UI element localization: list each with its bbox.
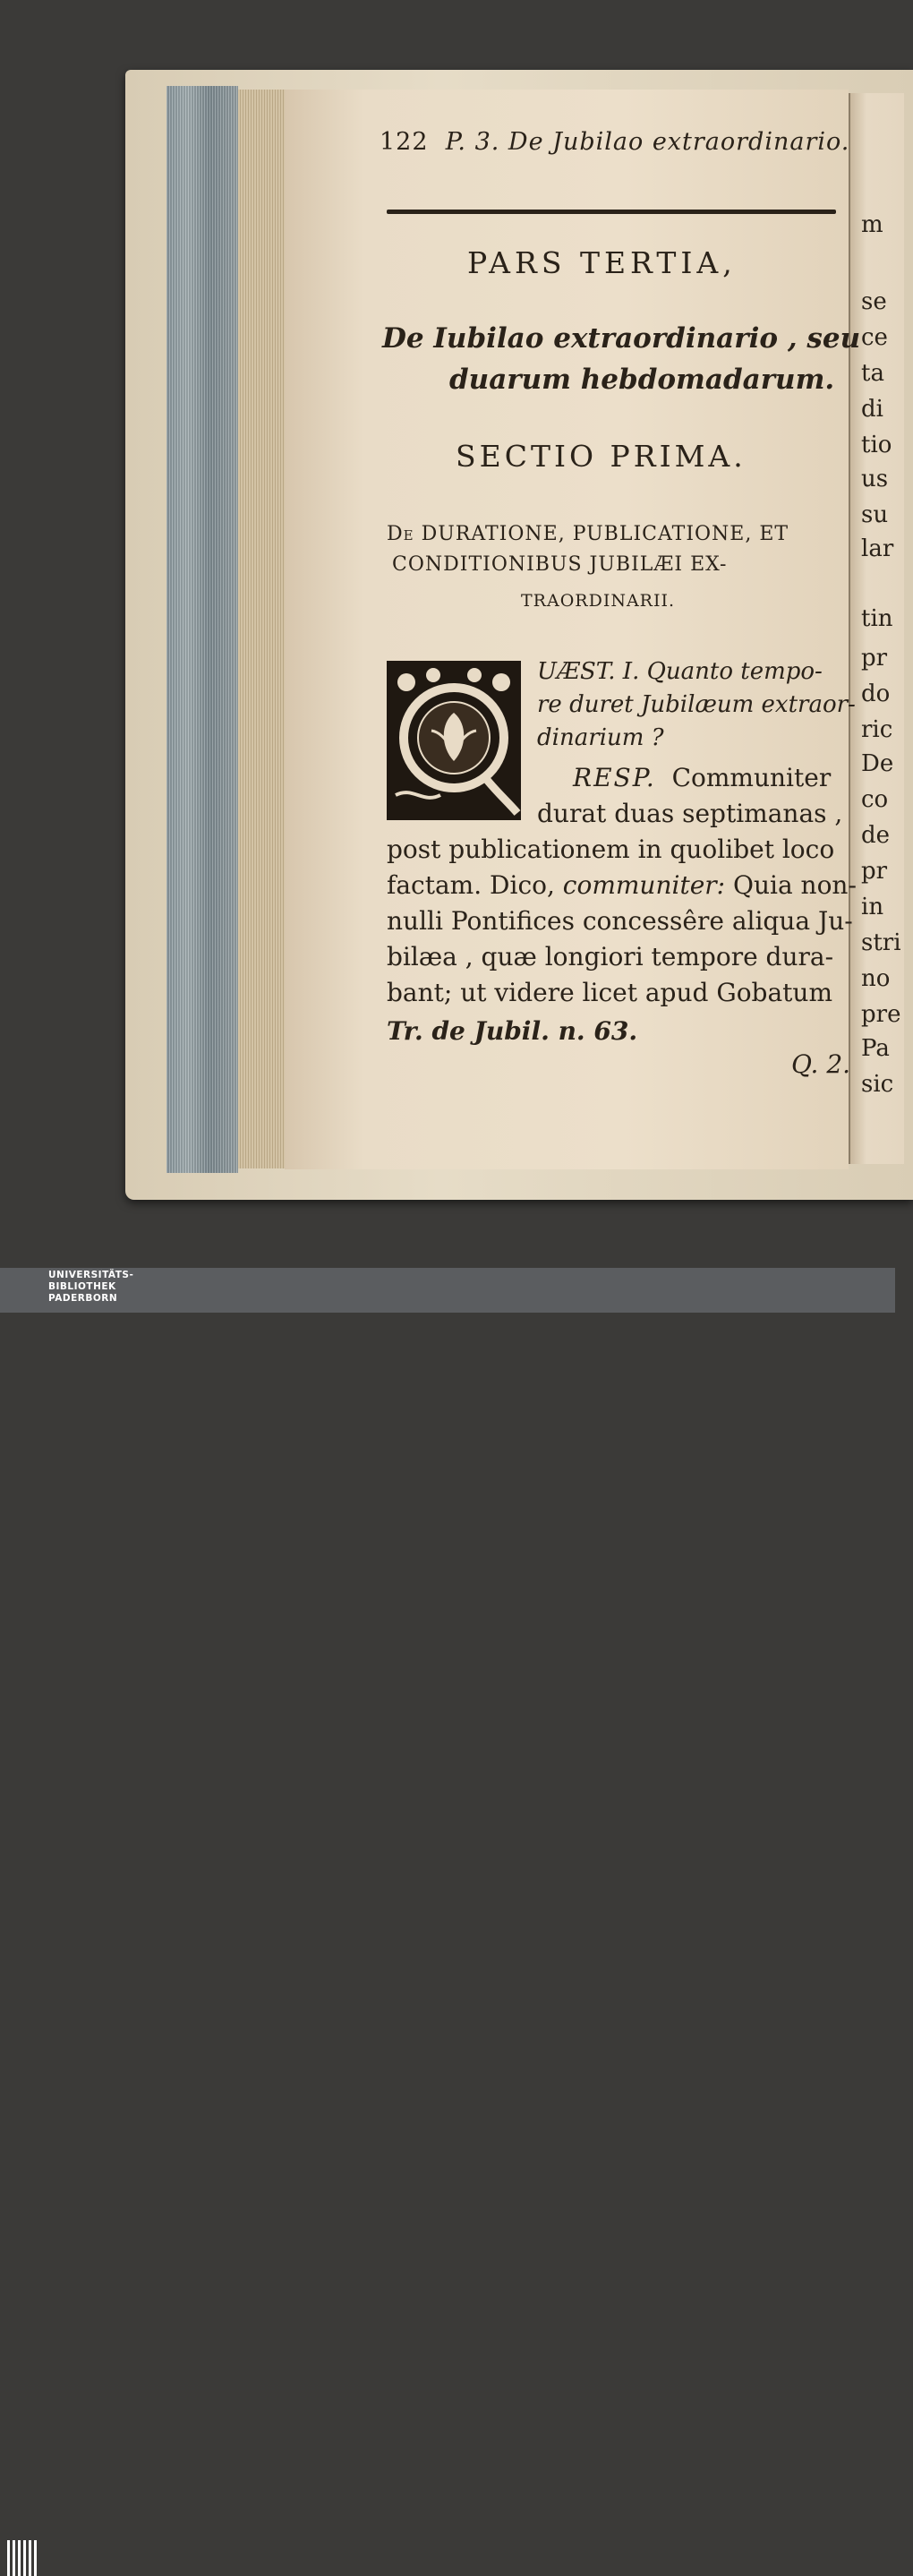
question-line2: re duret Jubilæum extraor- [537, 691, 856, 718]
catchword: Q. 2. [791, 1049, 851, 1079]
right-page-fragment: in [861, 894, 884, 920]
footer-bar [0, 1268, 895, 1313]
library-logo-icon [7, 2540, 41, 2576]
right-page-fragment: tio [861, 432, 892, 458]
right-page-fragment: us [861, 466, 889, 492]
body-line2: post publicationem in quolibet loco [387, 834, 835, 864]
page-edges-inner [238, 90, 288, 1168]
right-page-fragment: m [861, 211, 883, 238]
logo-line1: UNIVERSITÄTS- [48, 1270, 134, 1280]
section-subtitle-line3: TRAORDINARII. [521, 591, 676, 611]
part-subtitle-line2: duarum hebdomadarum. [449, 364, 835, 396]
right-page-fragment: sic [861, 1071, 894, 1098]
right-page-fragment: ce [861, 324, 888, 351]
body-line3-a: factam. Dico, [387, 870, 563, 900]
right-page-fragment: pr [861, 858, 888, 885]
decorated-initial-q-icon [387, 661, 521, 820]
right-page-fragment: pr [861, 645, 888, 672]
right-page-fragment: lar [861, 535, 894, 562]
body-line3-b: communiter: [562, 870, 726, 900]
body-line3 [387, 870, 857, 900]
question-line1: UÆST. I. Quanto tempo- [537, 658, 823, 685]
response-label: RESP. [573, 763, 656, 792]
body-line4: nulli Pontifices concessêre aliqua Ju- [387, 906, 853, 936]
part-subtitle-line1: De Iubilao extraordinario , seu [382, 322, 861, 355]
right-page-fragment: stri [861, 929, 901, 956]
right-page-fragment: ric [861, 716, 893, 743]
question-line3: dinarium ? [537, 724, 664, 751]
section-subtitle-line2: CONDITIONIBUS JUBILÆI EX- [392, 553, 728, 576]
right-page-fragment: ta [861, 360, 884, 387]
page-edges [166, 86, 238, 1173]
right-page-fragment: de [861, 822, 891, 849]
body-line3-c: Quia non- [725, 870, 857, 900]
right-page-fragment: co [861, 786, 889, 813]
logo-line3: PADERBORN [48, 1293, 118, 1304]
body-line5: bilæa , quæ longiori tempore dura- [387, 942, 834, 971]
section-title: SECTIO PRIMA. [456, 439, 747, 474]
right-page-fragment: di [861, 396, 883, 423]
part-title: PARS TERTIA, [467, 245, 737, 280]
logo-line2: BIBLIOTHEK [48, 1281, 116, 1292]
right-page-fragment: no [861, 965, 891, 992]
head-rule [387, 210, 836, 214]
right-page-fragment: De [861, 750, 894, 777]
right-page-fragment: do [861, 680, 891, 707]
running-head [380, 128, 849, 156]
running-head-text: P. 3. De Jubilao extraordinario. [445, 128, 850, 156]
page-number: 122 [380, 128, 429, 156]
right-page-fragment: tin [861, 605, 893, 632]
body-line7: Tr. de Jubil. n. 63. [387, 1016, 638, 1046]
right-page-fragment: se [861, 288, 887, 315]
response-text: Communiter [671, 763, 832, 792]
body-line6: bant; ut videre licet apud Gobatum [387, 978, 833, 1007]
book-photograph [0, 0, 901, 1268]
section-subtitle-line1: De DURATIONE, PUBLICATIONE, ET [387, 523, 789, 545]
body-line1: durat duas septimanas , [537, 799, 843, 828]
response-line [573, 763, 831, 792]
right-page-fragment: su [861, 501, 889, 528]
right-page-fragment: pre [861, 1001, 901, 1028]
right-page-fragment: Pa [861, 1035, 890, 1062]
